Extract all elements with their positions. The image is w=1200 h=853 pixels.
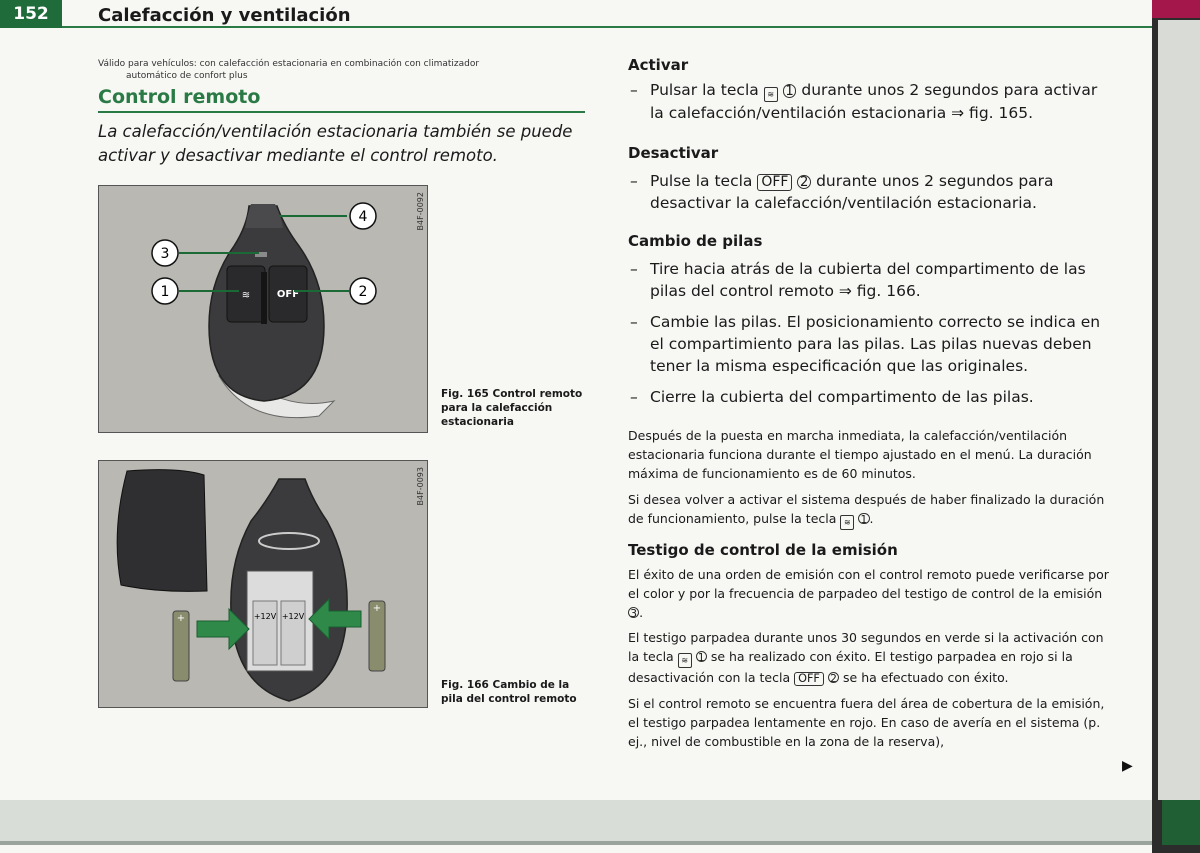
- svg-text:+: +: [372, 603, 382, 614]
- validity-note: [98, 58, 568, 82]
- circled-1: 1: [783, 84, 797, 98]
- testigo-paragraph-2: [628, 628, 1115, 687]
- pilas-section: [628, 232, 1115, 408]
- figure-165-caption: Fig. 165 Control remoto para la calefacción estacionaria: [441, 388, 583, 428]
- page-edge-light: [1158, 20, 1200, 800]
- figure-165: [98, 185, 428, 433]
- activar-step-a: Pulsar la tecla: [650, 81, 759, 99]
- callout-2: 2: [358, 284, 368, 300]
- testigo-section: [628, 541, 1115, 751]
- callout-1: 1: [160, 284, 170, 300]
- heater-key-icon: ≋: [678, 653, 692, 668]
- circled-3: 3: [628, 607, 639, 618]
- chapter-title: Calefacción y ventilación: [98, 5, 351, 26]
- circled-1: 1: [858, 513, 869, 524]
- pilas-step-1: – Tire hacia atrás de la cubierta del compartimento de las pilas del control remoto ⇒ fig. 166.: [630, 260, 1086, 300]
- paragraph-reactivate: Si desea volver a activar el sistema después de haber finalizado la duración de funcionamiento, pulse la tecla ≋ 1 .: [628, 490, 1115, 530]
- off-key: OFF: [757, 174, 792, 191]
- activar-heading: Activar: [628, 56, 689, 74]
- heater-key-icon: ≋: [764, 87, 778, 102]
- desactivar-step: – Pulse la tecla OFF 2 durante unos 2 segundos para desactivar la calefacción/ventilación estacionaria.: [630, 172, 1054, 212]
- pilas-step-2-text: Cambie las pilas. El posicionamiento correcto se indica en el compartimiento para las pilas. Las pilas nuevas deben tener la misma especificación que las originales.: [650, 313, 1101, 375]
- activar-step: – Pulsar la tecla ≋ 1 durante unos 2 segundos para activar la calefacción/ventilación estacionaria ⇒ fig. 165.: [630, 81, 1098, 122]
- validity-line-1: Válido para vehículos: con calefacción estacionaria en combinación con climatizador: [98, 59, 480, 69]
- testigo-paragraph-2b: se ha realizado con éxito. El testigo parpadea en rojo si la desactivación con la tecla: [628, 649, 1073, 685]
- desactivar-step-b: durante unos 2 segundos para desactivar la calefacción/ventilación estacionaria.: [650, 172, 1054, 212]
- desactivar-heading: Desactivar: [628, 144, 719, 162]
- chapter-tab: [1152, 0, 1200, 18]
- callout-3: 3: [160, 246, 170, 262]
- svg-text:+: +: [176, 613, 186, 624]
- intro-text: La calefacción/ventilación estacionaria también se puede activar y desactivar mediante el control remoto.: [98, 122, 573, 165]
- pilas-step-3: – Cierre la cubierta del compartimento de las pilas.: [630, 388, 1034, 406]
- figure-166-caption: Fig. 166 Cambio de la pila del control remoto: [441, 679, 577, 705]
- testigo-paragraph-2a: El testigo parpadea durante unos 30 segundos en verde si la activación con la tecla: [628, 630, 1104, 664]
- off-key: OFF: [794, 672, 824, 686]
- activar-section: [628, 56, 1115, 124]
- header-rule: [62, 26, 1152, 28]
- pilas-step-1-text: Tire hacia atrás de la cubierta del compartimento de las pilas del control remoto ⇒ fig. 166.: [650, 260, 1086, 300]
- page-number: 152: [0, 0, 62, 28]
- section-title: Control remoto: [98, 86, 261, 108]
- pilas-heading: Cambio de pilas: [628, 232, 763, 250]
- heater-key-icon: ≋: [840, 515, 854, 530]
- validity-line-2: automático de confort plus: [126, 71, 248, 81]
- testigo-paragraph-2c: se ha efectuado con éxito.: [843, 670, 1009, 685]
- circled-2: 2: [828, 672, 839, 683]
- desactivar-section: [628, 144, 1115, 214]
- desactivar-step-a: Pulse la tecla: [650, 172, 753, 190]
- remote-control-illustration: [99, 186, 428, 433]
- bottom-band: [0, 800, 1152, 845]
- battery-label-left: +12V: [253, 612, 277, 621]
- circled-1: 1: [696, 651, 707, 662]
- testigo-paragraph-1-text: El éxito de una orden de emisión con el control remoto puede verificarse por el color y por la frecuencia de parpadeo del testigo de control de la emisión: [628, 567, 1109, 601]
- battery-change-illustration: [99, 461, 428, 708]
- figure-code: B4F-0093: [416, 467, 425, 506]
- continue-arrow-icon: ▶: [1122, 758, 1133, 774]
- activar-step-b: durante unos 2 segundos para activar la calefacción/ventilación estacionaria ⇒ fig. 165.: [650, 81, 1098, 122]
- page-edge-green: [1162, 800, 1200, 845]
- callout-4: 4: [358, 209, 368, 225]
- battery-label-right: +12V: [281, 612, 305, 621]
- testigo-paragraph-1: El éxito de una orden de emisión con el control remoto puede verificarse por el color y por la frecuencia de parpadeo del testigo de control de la emisión 3 .: [628, 567, 1109, 620]
- circled-2: 2: [797, 175, 811, 189]
- off-button-label: OFF: [276, 289, 300, 300]
- figure-code: B4F-0092: [416, 192, 425, 231]
- paragraph-duration: Después de la puesta en marcha inmediata, la calefacción/ventilación estacionaria funciona durante el tiempo ajustado en el menú. La duración máxima de funcionamiento es de 60 minutos.: [628, 428, 1092, 481]
- svg-text:≋: ≋: [241, 290, 251, 301]
- paragraph-reactivate-text: Si desea volver a activar el sistema después de haber finalizado la duración de funcionamiento, pulse la tecla: [628, 492, 1105, 526]
- figure-166: [98, 460, 428, 708]
- pilas-step-2: – Cambie las pilas. El posicionamiento correcto se indica en el compartimiento para las pilas. Las pilas nuevas deben tener la misma especificación que las originales.: [630, 313, 1101, 375]
- testigo-heading: Testigo de control de la emisión: [628, 541, 898, 559]
- section-rule: [98, 111, 585, 113]
- pilas-step-3-text: Cierre la cubierta del compartimento de las pilas.: [650, 388, 1034, 406]
- testigo-paragraph-3: Si el control remoto se encuentra fuera del área de cobertura de la emisión, el testigo parpadea lentamente en rojo. En caso de avería en el sistema (p. ej., nivel de combustible en la zona de la reserva),: [628, 696, 1105, 749]
